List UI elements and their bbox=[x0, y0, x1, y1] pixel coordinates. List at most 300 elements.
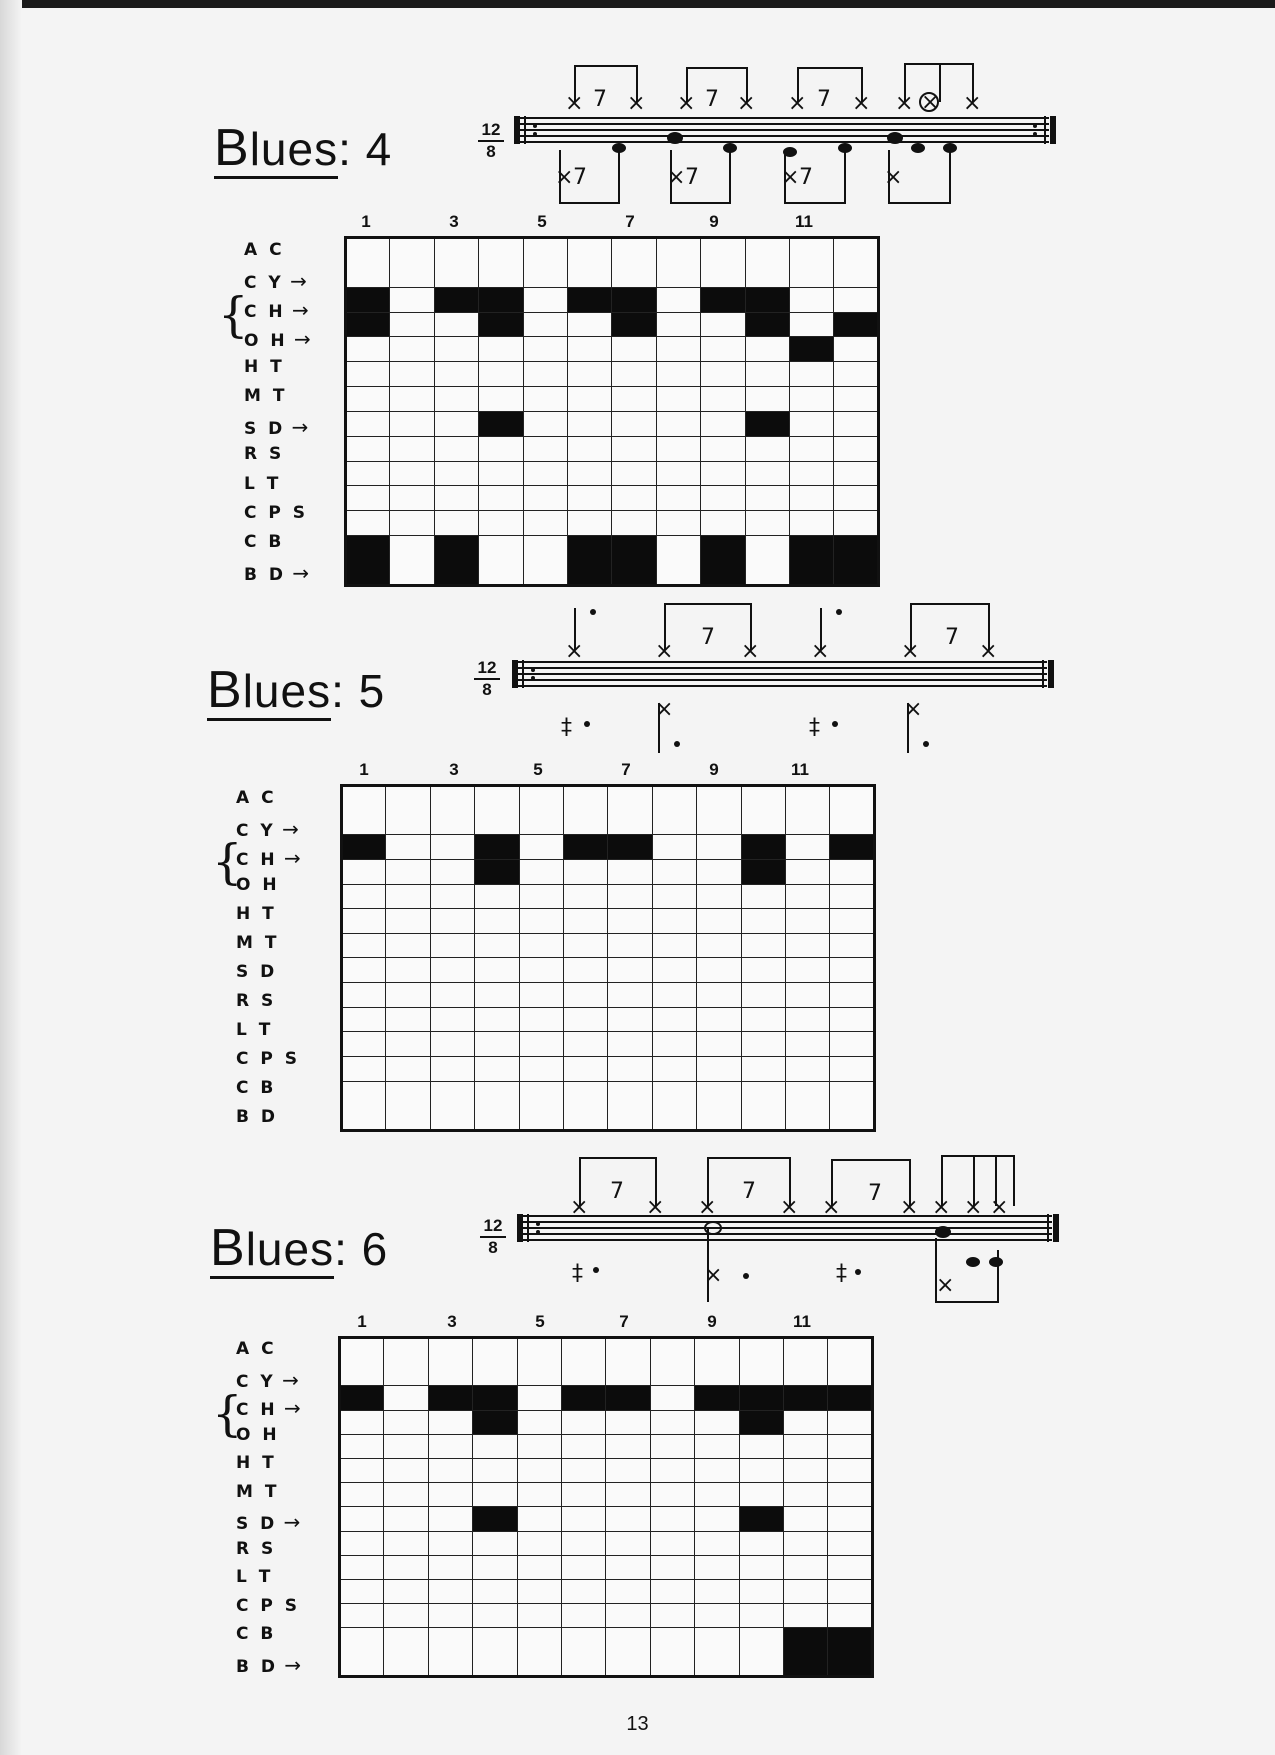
grid-cell bbox=[519, 835, 563, 860]
grid-cell bbox=[697, 859, 741, 884]
grid-cell bbox=[564, 884, 608, 909]
grid-cell bbox=[786, 958, 830, 983]
grid-cell bbox=[562, 1628, 606, 1677]
grid-cell bbox=[739, 1434, 783, 1458]
instrument-label: H T bbox=[236, 903, 277, 924]
svg-text:×: × bbox=[900, 1195, 919, 1220]
grid-cell bbox=[390, 536, 434, 586]
svg-text:×: × bbox=[570, 1195, 589, 1220]
grid-cell bbox=[834, 461, 879, 486]
grid-cell bbox=[701, 411, 745, 436]
grid-cell bbox=[384, 1580, 428, 1604]
grid-cell bbox=[652, 933, 696, 958]
grid-cell bbox=[830, 884, 875, 909]
grid-cell bbox=[606, 1531, 650, 1555]
instrument-label: C H → bbox=[236, 845, 301, 870]
grid-cell bbox=[652, 1081, 696, 1130]
grid-cell bbox=[695, 1410, 739, 1434]
grid-row bbox=[346, 238, 879, 288]
instrument-label: C B bbox=[236, 1077, 277, 1098]
grid-cell bbox=[828, 1604, 873, 1628]
grid-cell bbox=[784, 1604, 828, 1628]
grid-cell bbox=[790, 362, 834, 387]
grid-cell bbox=[564, 1057, 608, 1082]
grid-cell bbox=[342, 909, 386, 934]
right-arrow-icon: → bbox=[275, 816, 299, 841]
grid-cell bbox=[652, 983, 696, 1008]
grid-cell bbox=[384, 1555, 428, 1579]
grid-cell-filled bbox=[745, 287, 789, 312]
svg-text:7: 7 bbox=[799, 165, 813, 190]
grid-cell-filled bbox=[790, 337, 834, 362]
svg-text:×: × bbox=[565, 639, 584, 664]
right-arrow-icon: → bbox=[277, 1396, 301, 1421]
grid-cell bbox=[786, 786, 830, 835]
grid-cell bbox=[340, 1483, 384, 1507]
grid-row bbox=[340, 1410, 873, 1434]
page-number: 13 bbox=[626, 1713, 649, 1735]
grid-cell bbox=[608, 1032, 652, 1057]
grid-cell bbox=[568, 312, 612, 337]
svg-text:×: × bbox=[904, 697, 923, 722]
grid-cell bbox=[523, 337, 567, 362]
grid-cell bbox=[830, 909, 875, 934]
grid-cell bbox=[519, 983, 563, 1008]
grid-cell bbox=[386, 1081, 430, 1130]
grid-cell bbox=[701, 387, 745, 412]
grid-row bbox=[346, 387, 879, 412]
grid-cell-filled bbox=[342, 835, 386, 860]
grid-cell-filled bbox=[475, 835, 519, 860]
grid-cell bbox=[475, 983, 519, 1008]
grid-row bbox=[340, 1434, 873, 1458]
grid-cell-filled bbox=[479, 287, 523, 312]
grid-cell bbox=[697, 786, 741, 835]
grid-cell bbox=[340, 1580, 384, 1604]
grid-cell bbox=[346, 387, 390, 412]
grid-cell bbox=[745, 511, 789, 536]
grid-cell bbox=[652, 909, 696, 934]
grid-cell bbox=[697, 909, 741, 934]
grid-cell-filled bbox=[606, 1386, 650, 1410]
instrument-label: O H bbox=[236, 874, 280, 895]
grid-cell bbox=[695, 1507, 739, 1531]
grid-cell-filled bbox=[568, 536, 612, 586]
instrument-label: B D bbox=[236, 1106, 278, 1127]
grid-cell bbox=[519, 786, 563, 835]
beat-number: 1 bbox=[359, 760, 369, 779]
grid-cell bbox=[606, 1483, 650, 1507]
grid-cell bbox=[386, 835, 430, 860]
grid-cell bbox=[739, 1580, 783, 1604]
instrument-label: M T bbox=[244, 385, 288, 406]
grid-cell bbox=[430, 835, 474, 860]
grid-cell bbox=[745, 461, 789, 486]
grid-row bbox=[346, 486, 879, 511]
grid-cell bbox=[342, 933, 386, 958]
grid-cell bbox=[428, 1338, 472, 1386]
svg-text:7: 7 bbox=[610, 1179, 624, 1204]
grid-cell bbox=[784, 1531, 828, 1555]
grid-cell bbox=[479, 238, 523, 288]
grid-cell bbox=[434, 387, 478, 412]
grid-cell bbox=[786, 884, 830, 909]
grid-cell bbox=[523, 461, 567, 486]
grid-cell bbox=[652, 884, 696, 909]
beat-number: 5 bbox=[537, 212, 547, 231]
grid-cell bbox=[473, 1434, 517, 1458]
grid-cell bbox=[790, 511, 834, 536]
right-arrow-icon: → bbox=[277, 1510, 301, 1535]
grid-cell bbox=[606, 1507, 650, 1531]
grid-cell bbox=[650, 1507, 694, 1531]
instrument-label: C B bbox=[244, 532, 285, 553]
grid-cell bbox=[564, 933, 608, 958]
grid-cell bbox=[519, 884, 563, 909]
grid-cell-filled bbox=[479, 312, 523, 337]
grid-cell bbox=[650, 1386, 694, 1410]
grid-cell-filled bbox=[739, 1410, 783, 1434]
instrument-label: C H → bbox=[244, 298, 309, 323]
grid-cell bbox=[697, 1057, 741, 1082]
grid-cell bbox=[790, 436, 834, 461]
grid-cell bbox=[701, 312, 745, 337]
instrument-label: S D bbox=[236, 961, 278, 982]
grid-cell bbox=[606, 1604, 650, 1628]
grid-cell-filled bbox=[612, 287, 656, 312]
instrument-label: C H → bbox=[236, 1396, 301, 1421]
grid-row bbox=[346, 536, 879, 586]
grid-cell bbox=[701, 362, 745, 387]
grid-cell-filled bbox=[346, 312, 390, 337]
grid-cell bbox=[479, 436, 523, 461]
grid-cell bbox=[606, 1555, 650, 1579]
grid-cell bbox=[828, 1507, 873, 1531]
drum-grid bbox=[344, 236, 880, 587]
grid-cell bbox=[652, 958, 696, 983]
grid-cell bbox=[386, 983, 430, 1008]
svg-text:7: 7 bbox=[945, 625, 959, 650]
grid-cell bbox=[739, 1483, 783, 1507]
grid-cell bbox=[828, 1531, 873, 1555]
grid-cell bbox=[346, 337, 390, 362]
beat-numbers bbox=[342, 760, 874, 780]
grid-cell-filled bbox=[695, 1386, 739, 1410]
grid-cell-filled bbox=[564, 835, 608, 860]
grid-cell bbox=[562, 1459, 606, 1483]
grid-cell-filled bbox=[834, 536, 879, 586]
instrument-label: B D → bbox=[236, 1652, 302, 1677]
grid-cell bbox=[612, 238, 656, 288]
grid-row bbox=[342, 786, 875, 835]
grid-cell bbox=[741, 1007, 785, 1032]
instrument-label: H T bbox=[244, 356, 285, 377]
grid-cell bbox=[650, 1580, 694, 1604]
right-arrow-icon: → bbox=[277, 845, 301, 870]
beat-number: 7 bbox=[621, 760, 631, 779]
grid-cell bbox=[473, 1628, 517, 1677]
svg-text:7: 7 bbox=[868, 1181, 882, 1206]
grid-cell-filled bbox=[739, 1386, 783, 1410]
svg-text:×: × bbox=[884, 165, 903, 190]
beat-number: 9 bbox=[709, 212, 719, 231]
grid-cell bbox=[745, 238, 789, 288]
grid-cell bbox=[473, 1555, 517, 1579]
instrument-label: C B bbox=[236, 1624, 277, 1645]
grid-cell bbox=[384, 1483, 428, 1507]
grid-cell bbox=[608, 884, 652, 909]
grid-cell bbox=[475, 1081, 519, 1130]
grid-cell bbox=[562, 1580, 606, 1604]
grid-cell bbox=[741, 786, 785, 835]
grid-cell bbox=[834, 287, 879, 312]
grid-cell bbox=[340, 1434, 384, 1458]
grid-cell bbox=[562, 1338, 606, 1386]
grid-cell bbox=[828, 1580, 873, 1604]
grid-cell bbox=[697, 1081, 741, 1130]
grid-cell bbox=[473, 1483, 517, 1507]
grid-cell bbox=[741, 958, 785, 983]
grid-cell-filled bbox=[434, 536, 478, 586]
grid-cell bbox=[739, 1604, 783, 1628]
grid-cell bbox=[564, 909, 608, 934]
grid-cell bbox=[830, 786, 875, 835]
grid-cell bbox=[741, 983, 785, 1008]
grid-cell bbox=[517, 1459, 561, 1483]
svg-text:×: × bbox=[565, 91, 584, 116]
beat-number: 1 bbox=[361, 212, 371, 231]
grid-cell bbox=[428, 1580, 472, 1604]
grid-cell bbox=[384, 1410, 428, 1434]
grid-cell bbox=[523, 287, 567, 312]
grid-cell bbox=[517, 1628, 561, 1677]
grid-cell bbox=[608, 909, 652, 934]
grid-cell bbox=[517, 1386, 561, 1410]
grid-cell bbox=[342, 958, 386, 983]
grid-cell bbox=[340, 1410, 384, 1434]
pattern-title: Blues: 4 bbox=[214, 119, 393, 177]
grid-cell bbox=[479, 461, 523, 486]
grid-cell bbox=[384, 1386, 428, 1410]
grid-row bbox=[342, 859, 875, 884]
grid-cell-filled bbox=[741, 835, 785, 860]
grid-cell bbox=[784, 1580, 828, 1604]
grid-cell bbox=[568, 362, 612, 387]
svg-text:‡: ‡ bbox=[572, 1261, 583, 1286]
grid-cell bbox=[523, 411, 567, 436]
grid-cell bbox=[784, 1338, 828, 1386]
grid-cell-filled bbox=[834, 312, 879, 337]
grid-cell bbox=[342, 1007, 386, 1032]
grid-cell bbox=[606, 1580, 650, 1604]
grid-cell bbox=[562, 1410, 606, 1434]
grid-cell bbox=[834, 436, 879, 461]
grid-cell bbox=[745, 536, 789, 586]
grid-row bbox=[342, 884, 875, 909]
grid-cell-filled bbox=[434, 287, 478, 312]
grid-cell bbox=[701, 511, 745, 536]
svg-text:×: × bbox=[788, 91, 807, 116]
grid-cell bbox=[828, 1459, 873, 1483]
grid-cell-filled bbox=[745, 411, 789, 436]
grid-row bbox=[342, 1057, 875, 1082]
grid-cell bbox=[342, 983, 386, 1008]
svg-text:×: × bbox=[655, 639, 674, 664]
grid-cell bbox=[434, 461, 478, 486]
grid-cell bbox=[830, 958, 875, 983]
grid-cell bbox=[741, 1032, 785, 1057]
grid-cell bbox=[340, 1338, 384, 1386]
svg-text:×: × bbox=[704, 1263, 723, 1288]
beat-numbers bbox=[346, 212, 878, 232]
grid-cell bbox=[564, 1007, 608, 1032]
grid-cell bbox=[656, 362, 700, 387]
grid-cell bbox=[473, 1459, 517, 1483]
grid-cell bbox=[568, 436, 612, 461]
grid-cell bbox=[517, 1434, 561, 1458]
grid-cell bbox=[830, 1032, 875, 1057]
grid-row bbox=[340, 1604, 873, 1628]
drum-grid bbox=[340, 784, 876, 1132]
grid-cell bbox=[830, 1057, 875, 1082]
time-signature: 12 8 bbox=[478, 120, 504, 162]
grid-cell-filled bbox=[830, 835, 875, 860]
grid-cell bbox=[517, 1483, 561, 1507]
grid-cell bbox=[428, 1410, 472, 1434]
grid-cell bbox=[390, 312, 434, 337]
instrument-label: C P S bbox=[236, 1595, 301, 1616]
grid-cell bbox=[741, 933, 785, 958]
grid-cell bbox=[390, 362, 434, 387]
grid-cell bbox=[517, 1604, 561, 1628]
grid-cell bbox=[384, 1531, 428, 1555]
instrument-label: M T bbox=[236, 932, 280, 953]
svg-text:×: × bbox=[963, 91, 982, 116]
grid-cell-filled bbox=[473, 1410, 517, 1434]
right-arrow-icon: → bbox=[278, 1652, 302, 1677]
beat-number: 11 bbox=[793, 1312, 811, 1331]
right-arrow-icon: → bbox=[285, 298, 309, 323]
grid-cell bbox=[656, 461, 700, 486]
grid-cell bbox=[564, 859, 608, 884]
grid-cell bbox=[834, 362, 879, 387]
svg-text:×: × bbox=[822, 1195, 841, 1220]
grid-cell bbox=[745, 436, 789, 461]
grid-cell bbox=[430, 859, 474, 884]
grid-cell bbox=[434, 362, 478, 387]
grid-cell bbox=[390, 238, 434, 288]
grid-cell bbox=[745, 486, 789, 511]
grid-cell bbox=[830, 1081, 875, 1130]
instrument-label: O H → bbox=[244, 327, 311, 352]
grid-cell bbox=[523, 511, 567, 536]
grid-cell bbox=[695, 1531, 739, 1555]
drum-grid bbox=[338, 1336, 874, 1678]
right-arrow-icon: → bbox=[283, 268, 307, 293]
grid-cell bbox=[568, 511, 612, 536]
grid-cell bbox=[568, 387, 612, 412]
svg-text:×: × bbox=[698, 1195, 717, 1220]
grid-cell bbox=[695, 1628, 739, 1677]
grid-cell bbox=[523, 238, 567, 288]
grid-cell bbox=[475, 786, 519, 835]
right-arrow-icon: → bbox=[287, 327, 311, 352]
grid-cell bbox=[608, 859, 652, 884]
grid-cell bbox=[434, 411, 478, 436]
grid-row bbox=[340, 1628, 873, 1677]
svg-text:7: 7 bbox=[685, 165, 699, 190]
instrument-label: L T bbox=[244, 473, 282, 494]
grid-cell bbox=[517, 1555, 561, 1579]
grid-cell bbox=[695, 1580, 739, 1604]
grid-cell bbox=[434, 238, 478, 288]
instrument-label: O H bbox=[236, 1424, 280, 1445]
grid-cell bbox=[701, 436, 745, 461]
grid-cell bbox=[828, 1410, 873, 1434]
grid-cell bbox=[519, 1032, 563, 1057]
instrument-label: R S bbox=[236, 990, 277, 1011]
grid-cell bbox=[430, 958, 474, 983]
grid-cell bbox=[697, 1007, 741, 1032]
grid-cell bbox=[428, 1507, 472, 1531]
beat-number: 7 bbox=[619, 1312, 629, 1331]
grid-cell bbox=[523, 486, 567, 511]
grid-cell bbox=[606, 1628, 650, 1677]
grid-cell bbox=[346, 238, 390, 288]
grid-cell bbox=[562, 1555, 606, 1579]
grid-cell bbox=[386, 909, 430, 934]
svg-text:7: 7 bbox=[742, 1179, 756, 1204]
grid-cell bbox=[695, 1604, 739, 1628]
grid-cell bbox=[346, 436, 390, 461]
grid-cell bbox=[656, 337, 700, 362]
grid-cell-filled bbox=[346, 287, 390, 312]
music-staff bbox=[513, 598, 1053, 758]
grid-cell bbox=[428, 1459, 472, 1483]
grid-cell bbox=[430, 1081, 474, 1130]
beat-number: 11 bbox=[795, 212, 813, 231]
time-signature: 12 8 bbox=[474, 658, 500, 700]
svg-text:×: × bbox=[811, 639, 830, 664]
svg-text:‡: ‡ bbox=[809, 715, 820, 740]
instrument-label: C P S bbox=[244, 502, 309, 523]
grid-cell bbox=[784, 1434, 828, 1458]
grid-row bbox=[340, 1531, 873, 1555]
instrument-labels bbox=[244, 236, 339, 587]
grid-cell bbox=[656, 411, 700, 436]
grid-row bbox=[342, 933, 875, 958]
grid-cell bbox=[430, 933, 474, 958]
svg-text:×: × bbox=[646, 1195, 665, 1220]
grid-row bbox=[342, 958, 875, 983]
grid-cell bbox=[741, 1081, 785, 1130]
beat-number: 1 bbox=[357, 1312, 367, 1331]
svg-text:×: × bbox=[667, 165, 686, 190]
grid-cell bbox=[745, 362, 789, 387]
grid-cell bbox=[340, 1531, 384, 1555]
grid-row bbox=[340, 1580, 873, 1604]
grid-cell bbox=[695, 1555, 739, 1579]
grid-cell bbox=[430, 909, 474, 934]
svg-text:×: × bbox=[979, 639, 998, 664]
grid-cell bbox=[390, 436, 434, 461]
grid-cell bbox=[828, 1338, 873, 1386]
grid-cell bbox=[564, 958, 608, 983]
right-arrow-icon: → bbox=[275, 1367, 299, 1392]
grid-cell bbox=[386, 958, 430, 983]
grid-cell bbox=[473, 1604, 517, 1628]
grid-cell bbox=[475, 958, 519, 983]
